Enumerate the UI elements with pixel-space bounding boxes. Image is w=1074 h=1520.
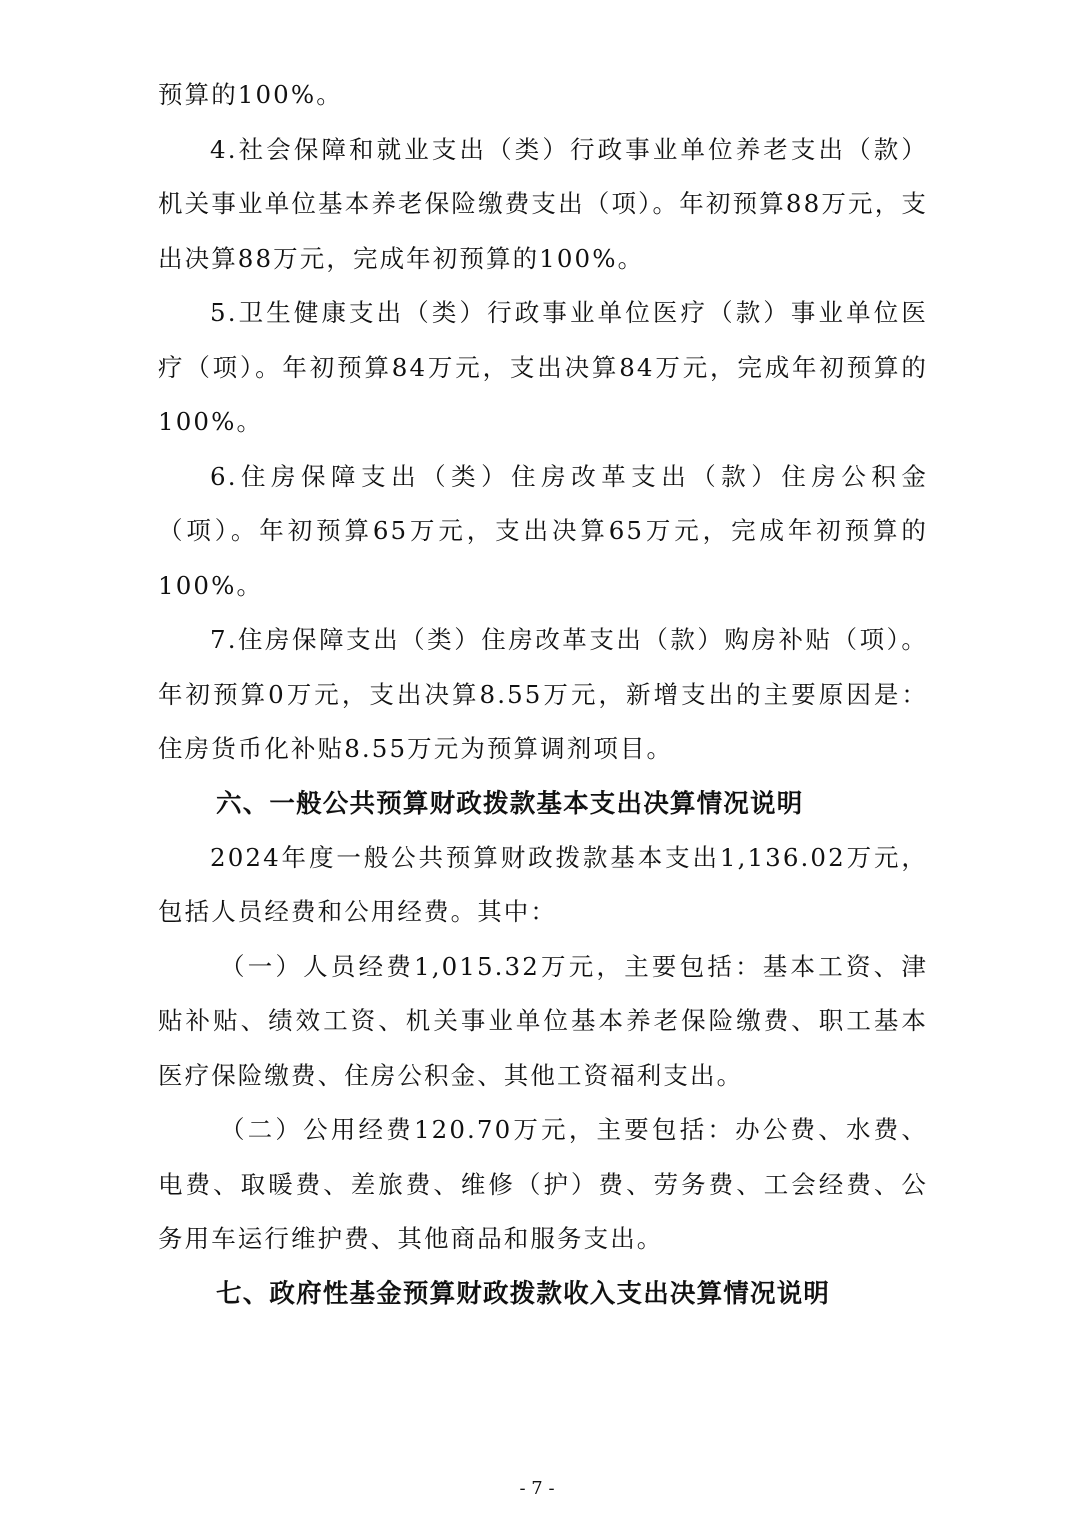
paragraph-continuation: 预算的100%。 — [158, 80, 343, 109]
page-content — [158, 68, 928, 1321]
public-expenses-paragraph: （二）公用经费120.70万元，主要包括：办公费、水费、电费、取暖费、差旅费、维修（护）费、劳务费、工会经费、公务用车运行维护费、其他商品和服务支出。 — [158, 1115, 928, 1253]
section-six-intro: 2024年度一般公共预算财政拨款基本支出1,136.02万元，包括人员经费和公用经费。其中： — [158, 842, 928, 926]
page-number: - 7 - — [519, 1478, 555, 1499]
section-seven-heading: 七、政府性基金预算财政拨款收入支出决算情况说明 — [216, 1278, 831, 1309]
paragraph-item-4: 4.社会保障和就业支出（类）行政事业单位养老支出（款）机关事业单位基本养老保险缴费支出（项）。年初预算88万元，支出决算88万元，完成年初预算的100%。 — [158, 134, 928, 273]
paragraph-item-6: 6.住房保障支出（类）住房改革支出（款）住房公积金（项）。年初预算65万元，支出决算65万元，完成年初预算的100%。 — [158, 461, 928, 600]
paragraph-item-7: 7.住房保障支出（类）住房改革支出（款）购房补贴（项）。年初预算0万元，支出决算8.55万元，新增支出的主要原因是：住房货币化补贴8.55万元为预算调剂项目。 — [158, 625, 928, 763]
paragraph-item-5: 5.卫生健康支出（类）行政事业单位医疗（款）事业单位医疗（项）。年初预算84万元，支出决算84万元，完成年初预算的100%。 — [158, 298, 928, 436]
personnel-expenses-paragraph: （一）人员经费1,015.32万元，主要包括：基本工资、津贴补贴、绩效工资、机关事业单位基本养老保险缴费、职工基本医疗保险缴费、住房公积金、其他工资福利支出。 — [158, 951, 928, 1090]
section-six-heading: 六、一般公共预算财政拨款基本支出决算情况说明 — [216, 788, 804, 819]
